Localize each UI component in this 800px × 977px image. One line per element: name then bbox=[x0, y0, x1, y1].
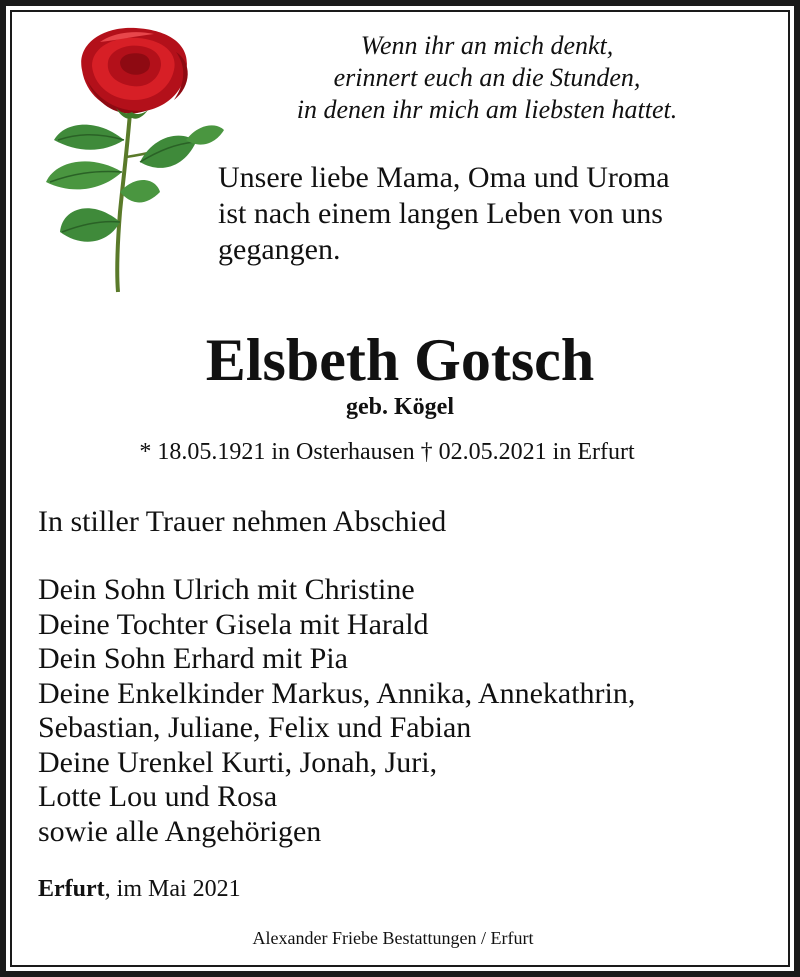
red-rose-icon bbox=[36, 22, 226, 294]
intro-text bbox=[218, 160, 778, 268]
poem-verse bbox=[232, 30, 742, 126]
intro-line: ist nach einem langen Leben von uns bbox=[218, 197, 663, 230]
mourner-line: Dein Sohn Ulrich mit Christine bbox=[38, 573, 415, 606]
life-dates: * 18.05.1921 in Osterhausen † 02.05.2021 in Erfurt bbox=[139, 439, 635, 465]
mourner-line: Deine Urenkel Kurti, Jonah, Juri, bbox=[38, 745, 438, 779]
intro-line: gegangen. bbox=[218, 233, 341, 266]
poem-line: erinnert euch an die Stunden, bbox=[333, 63, 641, 92]
maiden-name: geb. Kögel bbox=[346, 394, 454, 420]
place-city: Erfurt bbox=[38, 876, 105, 902]
poem-line: Wenn ihr an mich denkt, bbox=[360, 31, 614, 60]
intro-line: Unsere liebe Mama, Oma und Uroma bbox=[218, 161, 670, 194]
mourner-line: sowie alle Angehörigen bbox=[38, 814, 322, 848]
place-and-date bbox=[38, 874, 241, 904]
undertaker-credit: Alexander Friebe Bestattungen / Erfurt bbox=[252, 928, 534, 948]
mourner-line: Deine Enkelkinder Markus, Annika, Annekathrin, bbox=[38, 676, 636, 710]
deceased-name: Elsbeth Gotsch bbox=[205, 327, 595, 393]
poem-line: in denen ihr mich am liebsten hattet. bbox=[296, 95, 678, 124]
mourner-line: Sebastian, Juliane, Felix und Fabian bbox=[38, 711, 472, 744]
place-date: , im Mai 2021 bbox=[104, 876, 241, 902]
farewell-line: In stiller Trauer nehmen Abschied bbox=[38, 505, 447, 538]
mourners-list bbox=[38, 573, 635, 849]
mourner-line: Dein Sohn Erhard mit Pia bbox=[38, 642, 348, 675]
mourner-line: Lotte Lou und Rosa bbox=[38, 780, 278, 813]
mourner-line: Deine Tochter Gisela mit Harald bbox=[38, 607, 429, 641]
